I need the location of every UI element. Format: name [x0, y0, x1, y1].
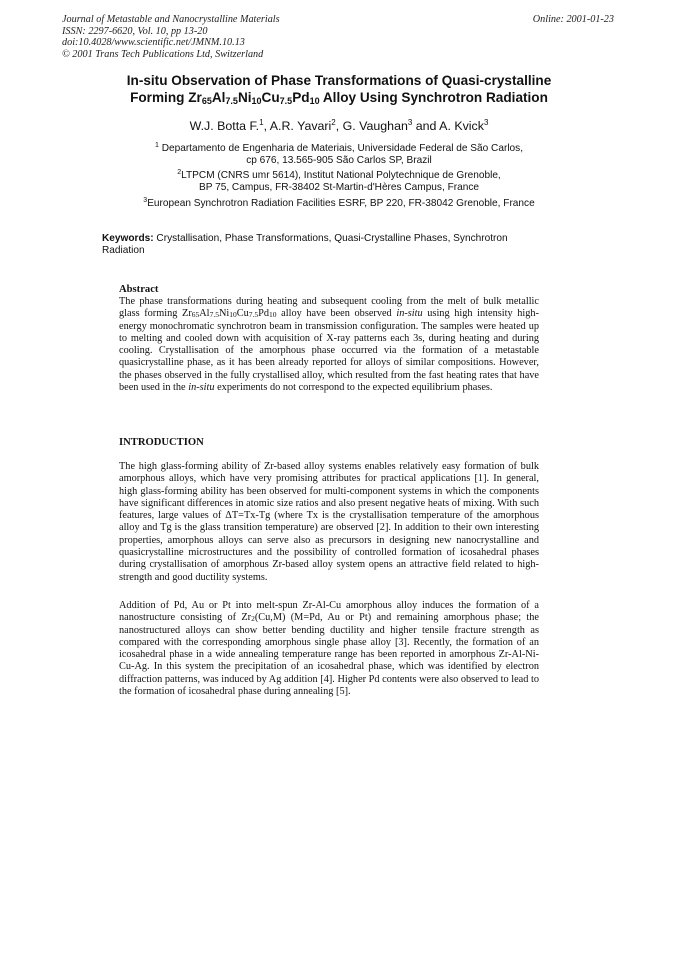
doi-link[interactable]: doi:10.4028/www.scientific.net/JMNM.10.13: [62, 37, 245, 49]
title-line-2: Forming $Zr_{65}Al_{7.5}Ni_{10}Cu_{7.5}Pd_{10}$ Alloy Using Synchrotron Radiation: [130, 89, 548, 106]
paper-title: [40, 73, 638, 106]
keywords: [102, 233, 538, 257]
introduction-paragraph-1: The high glass-forming ability of Zr-based alloy systems enables relatively easy formation of bulk amorphous alloys, which have very promising attributes for practical applications [1]. In general, high glass-forming ability has been observed for multi-component systems in which the components have significant differences in atomic size ratios and also present negative heats of mixing. With such features, large values of ΔT=Tx-Tg (where Tx is the crystallisation temperature of the amorphous alloy and Tg is the glass transition temperature) are observed [2]. In addition to their own interesting properties, amorphous alloys can serve also as precursors in designing new nanocrystalline and quasicrystalline microstructures and the possibility of controlled formation of icosahedral phases during crystallisation of amorphous Zr-based alloy system opens an attractive field related to high-strength and good ductility systems.: [119, 461, 539, 583]
journal-header: [62, 14, 616, 60]
affiliation-2: $^2$LTPCM (CNRS umr 5614), Institut National Polytechnique de Grenoble, BP 75, Campus, FR-38402 St-Martin-d'Hères Campus, France: [177, 169, 501, 194]
author-list: W.J. Botta F.$^1$, A.R. Yavari$^2$, G. Vaughan$^3$ and A. Kvick$^3$: [189, 118, 489, 133]
copyright-line: © 2001 Trans Tech Publications Ltd, Switzerland: [62, 48, 264, 60]
issn-line: ISSN: 2297-6620, Vol. 10, pp 13-20: [62, 25, 208, 37]
title-line-1: In-situ Observation of Phase Transformations of Quasi-crystalline: [126, 73, 552, 88]
keywords-text: Crystallisation, Phase Transformations, Quasi-Crystalline Phases, Synchrotron Radiation: [102, 233, 508, 257]
abstract-heading: Abstract: [119, 284, 159, 295]
keywords-label: Keywords:: [102, 233, 154, 244]
abstract-body: The phase transformations during heating and subsequent cooling from the melt of bulk metallic glass forming $Zr_{65}Al_{7.5}Ni_{10}Cu_{7.5}Pd_{10}$ alloy have been observed in-situ using high intensity high-energy monochromatic synchrotron beam in transmission configuration. The samples were heated up to melting and cooled down with acquisition of X-ray patterns each 3s, during heating and during cooling. Crystallisation of the amorphous phase occurred via the formation of a metastable quasicrystalline phase, as it has been already reported for alloys of similar compositions. However, the phases observed in the fully crystallised alloy, which resulted from the fast heating rates that have been used in the in-situ experiments do not correspond to the expected equilibrium phases.: [119, 296, 539, 394]
publication-meta: [62, 14, 280, 60]
affiliation-3: $^3$European Synchrotron Radiation Facilities ESRF, BP 220, FR-38042 Grenoble, France: [143, 197, 535, 209]
journal-name: Journal of Metastable and Nanocrystalline Materials: [62, 14, 280, 25]
online-date: Online: 2001-01-23: [532, 14, 614, 25]
introduction-heading: INTRODUCTION: [119, 437, 204, 448]
affiliation-1: $^1$ Departamento de Engenharia de Materiais, Universidade Federal de São Carlos, cp 676, 13.565-905 São Carlos SP, Brazil: [154, 142, 524, 167]
introduction-paragraph-2: Addition of Pd, Au or Pt into melt-spun Zr-Al-Cu amorphous alloy induces the formation of a nanostructure consisting of $Zr_2(Cu,M)$ (M=Pd, Au or Pt) and remaining amorphous phase; the nanostructured alloys can show better bending ductility and higher tensile fracture strength as compared with the corresponding amorphous single phase alloy [3]. Recently, the formation of an icosahedral phase in a wide annealing temperature range has been reported in amorphous Zr-Al-Ni-Cu-Ag. In this system the precipitation of an icosahedral phase, which was identified by electron diffraction patterns, was induced by Ag addition [4]. Higher Pd contents were also observed to lead to the formation of icosahedral phase during annealing [5].: [119, 600, 539, 698]
